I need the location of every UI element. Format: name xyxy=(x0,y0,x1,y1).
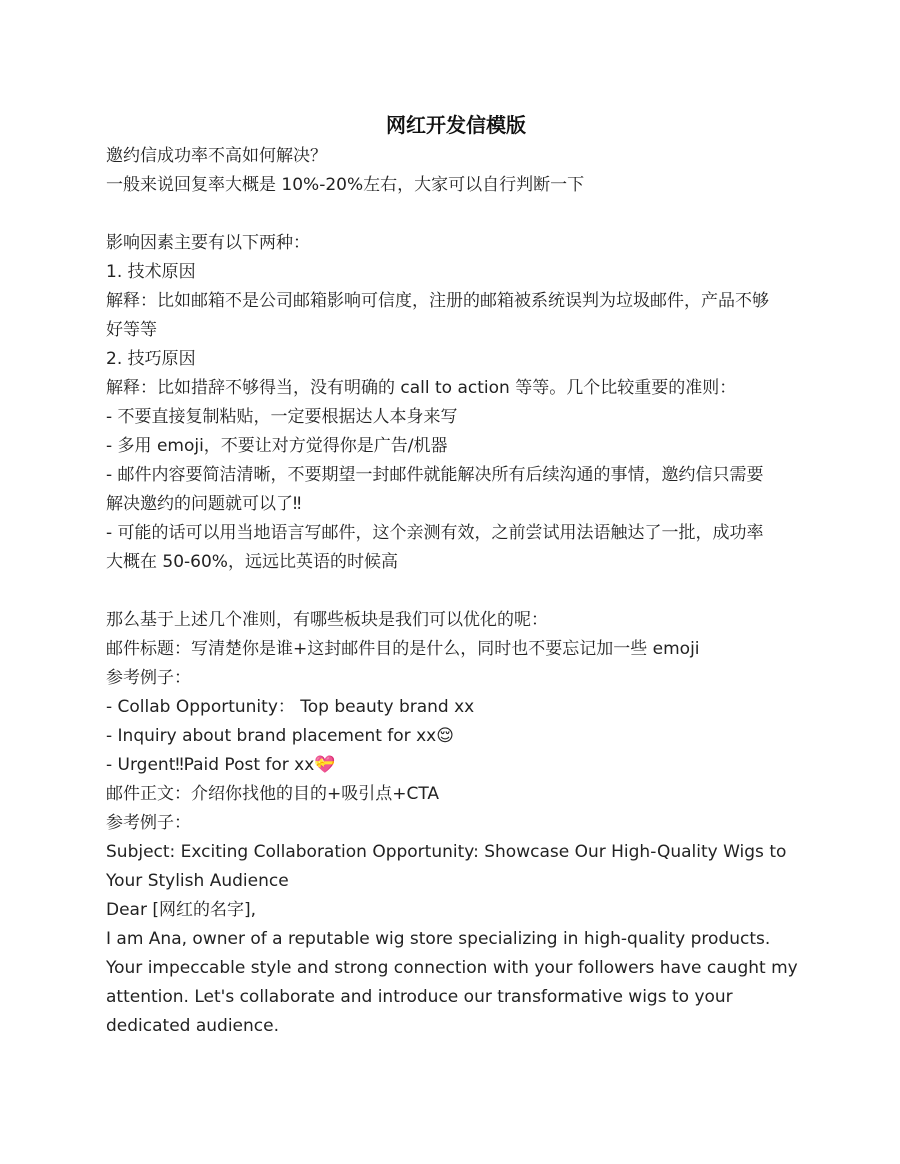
blank-line xyxy=(106,577,806,606)
text-line: dedicated audience. xyxy=(106,1016,279,1036)
text-line: - Collab Opportunity： Top beauty brand xx xyxy=(106,697,475,717)
text-line: 解释：比如措辞不够得当，没有明确的 call to action 等等。几个比较重要的准则： xyxy=(106,378,737,398)
text-line: I am Ana, owner of a reputable wig store specializing in high-quality products. xyxy=(106,929,771,949)
text-line: - 不要直接复制粘贴，一定要根据达人本身来写 xyxy=(106,407,458,427)
text-line: 邀约信成功率不高如何解决？ xyxy=(106,146,327,166)
text-line: attention. Let's collaborate and introduce our transformative wigs to your xyxy=(106,987,733,1007)
text-line: 参考例子： xyxy=(106,813,191,833)
document-body xyxy=(106,142,806,1041)
text-line: Your Stylish Audience xyxy=(106,871,289,891)
text-line: - 邮件内容要简洁清晰，不要期望一封邮件就能解决所有后续沟通的事情，邀约信只需要 xyxy=(106,465,764,485)
text-line: 大概在 50-60%，远远比英语的时候高 xyxy=(106,552,398,572)
text-line: 1. 技术原因 xyxy=(106,262,196,282)
text-line: Your impeccable style and strong connection with your followers have caught my xyxy=(106,958,798,978)
text-line: Subject: Exciting Collaboration Opportunity: Showcase Our High-Quality Wigs to xyxy=(106,842,787,862)
text-line: 参考例子： xyxy=(106,668,191,688)
text-line: 邮件标题：写清楚你是谁+这封邮件目的是什么，同时也不要忘记加一些 emoji xyxy=(106,639,700,659)
text-line: 那么基于上述几个准则，有哪些板块是我们可以优化的呢： xyxy=(106,610,548,630)
text-line: 解释：比如邮箱不是公司邮箱影响可信度，注册的邮箱被系统误判为垃圾邮件，产品不够 xyxy=(106,291,769,311)
text-line: - Inquiry about brand placement for xx😌 xyxy=(106,726,454,746)
text-line: Dear [网红的名字], xyxy=(106,900,257,920)
text-line: 一般来说回复率大概是 10%-20%左右，大家可以自行判断一下 xyxy=(106,175,585,195)
document-title: 网红开发信模版 xyxy=(386,113,526,137)
text-line: 邮件正文：介绍你找他的目的+吸引点+CTA xyxy=(106,784,440,804)
text-line: 2. 技巧原因 xyxy=(106,349,196,369)
text-line: 好等等 xyxy=(106,320,157,340)
text-line: 解决邀约的问题就可以了‼ xyxy=(106,494,302,514)
blank-line xyxy=(106,200,806,229)
document-page xyxy=(106,108,806,1041)
text-line: - 多用 emoji，不要让对方觉得你是广告/机器 xyxy=(106,436,448,456)
text-line: - Urgent‼Paid Post for xx💝 xyxy=(106,755,336,775)
text-line: - 可能的话可以用当地语言写邮件，这个亲测有效，之前尝试用法语触达了一批，成功率 xyxy=(106,523,764,543)
text-line: 影响因素主要有以下两种： xyxy=(106,233,310,253)
